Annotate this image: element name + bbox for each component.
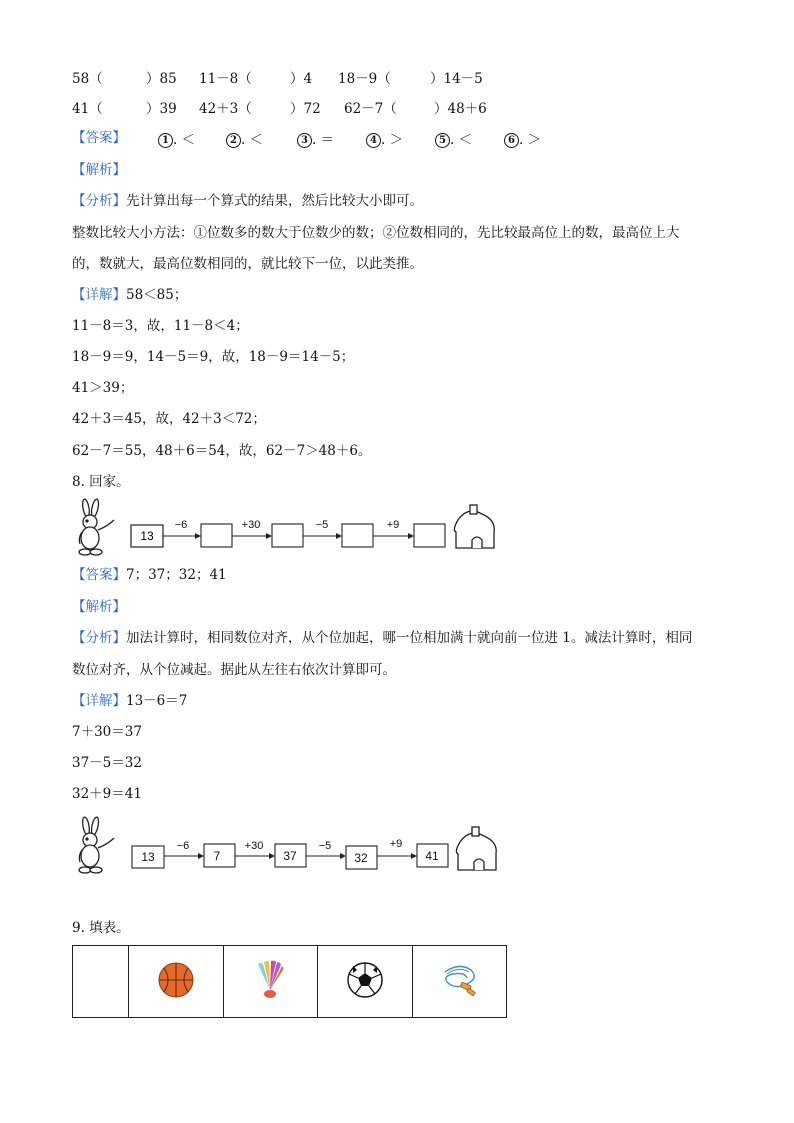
detail-text: 37－5＝32 [72,755,142,771]
house-icon [456,827,496,870]
table-cell-empty[interactable] [73,946,129,1018]
soccer-ball-icon [345,960,385,1000]
q9-title: 9. 填表。 [72,920,130,936]
flow-diagram-solution [72,818,512,878]
answer-item: 2 . ＜ [226,128,263,148]
op-label: +30 [244,840,264,852]
analysis-label: 【解析】 [72,162,126,178]
detail-label: 【详解】 [72,693,126,709]
compare-right: ）14－5 [430,71,483,87]
op-label: +9 [389,838,403,850]
detail-text: 13－6＝7 [126,693,188,709]
compare-right: ）72 [290,101,321,117]
q7-fenxi [72,191,423,211]
flow-result-value: 41 [425,849,439,863]
op-label: +30 [241,519,261,531]
fenxi-text: 数位对齐，从个位减起。据此从左往右依次计算即可。 [72,662,396,678]
compare-left: 42＋3（ [199,101,252,117]
op-label: −5 [318,840,332,852]
house-icon [454,505,494,548]
compare-left: 18－9（ [338,71,391,87]
answer-item: 3 . ＝ [297,128,334,148]
q8-detail-1 [72,691,187,711]
detail-text: 41＞39； [72,380,134,396]
detail-label: 【详解】 [72,287,126,303]
detail-text: 62－7＝55，48＋6＝54，故，62－7＞48＋6。 [72,443,372,459]
compare-left: 58（ [72,71,103,87]
rabbit-icon [79,499,114,555]
op-label: −6 [176,840,190,852]
fenxi-text: 先计算出每一个算式的结果，然后比较大小即可。 [126,193,423,209]
q7-answer-row [72,128,126,148]
q8-fenxi [72,628,692,648]
flow-result-value: 7 [213,849,221,863]
compare-left: 41（ [72,101,103,117]
fenxi-label: 【分析】 [72,193,126,209]
fenxi-label: 【分析】 [72,630,126,646]
detail-text: 58＜85； [126,287,188,303]
flow-start-value: 13 [140,529,154,543]
rabbit-icon [79,817,114,873]
shuttlecock-icon [250,958,290,1002]
detail-text: 11－8＝3，故，11－8＜4； [72,318,249,334]
detail-text: 7＋30＝37 [72,724,142,740]
compare-right: ）85 [146,71,177,87]
detail-text: 18－9＝9，14－5＝9，故，18－9＝14－5； [72,349,355,365]
answer-item: 4 . ＞ [366,128,403,148]
detail-text: 42＋3＝45，故，42＋3＜72； [72,411,266,427]
op-label: +9 [386,519,400,531]
answer-text: 7；37；32；41 [126,567,227,583]
op-label: −5 [315,519,329,531]
flow-start-value: 13 [141,850,155,864]
detail-text: 32＋9＝41 [72,786,142,802]
compare-right: ）39 [146,101,177,117]
answer-item: 6 . ＞ [504,128,541,148]
table-cell [223,946,317,1018]
compare-left: 11－8（ [199,71,252,87]
answer-label: 【答案】 [72,130,126,146]
q8-title: 8. 回家。 [72,474,130,490]
flow-result-value: 37 [283,849,297,863]
analysis-label: 【解析】 [72,599,126,615]
answer-item: 1 . ＜ [158,128,195,148]
flow-result-value: 32 [354,851,368,865]
basketball-icon [156,960,196,1000]
flow-diagram-question [72,500,512,560]
table-row [73,946,507,1018]
fenxi-text: 加法计算时，相同数位对齐，从个位加起，哪一位相加满十就向前一位进 1。减法计算时，相同 [126,630,693,646]
answer-item: 5 . ＜ [435,128,472,148]
q7-detail-1 [72,285,187,305]
method-line: 整数比较大小方法：①位数多的数大于位数少的数；②位数相同的，先比较最高位上的数，最高位上大 [72,225,680,241]
q8-answer-row [72,565,227,585]
fill-table [72,945,507,1018]
compare-right: ）4 [290,71,313,87]
table-cell [129,946,223,1018]
method-line: 的，数就大，最高位数相同的，就比较下一位，以此类推。 [72,256,423,272]
answer-label: 【答案】 [72,567,126,583]
compare-left: 62－7（ [344,101,397,117]
table-cell [318,946,412,1018]
table-cell [412,946,506,1018]
op-label: −6 [174,519,188,531]
jump-rope-icon [437,960,481,1000]
compare-right: ）48＋6 [434,101,487,117]
